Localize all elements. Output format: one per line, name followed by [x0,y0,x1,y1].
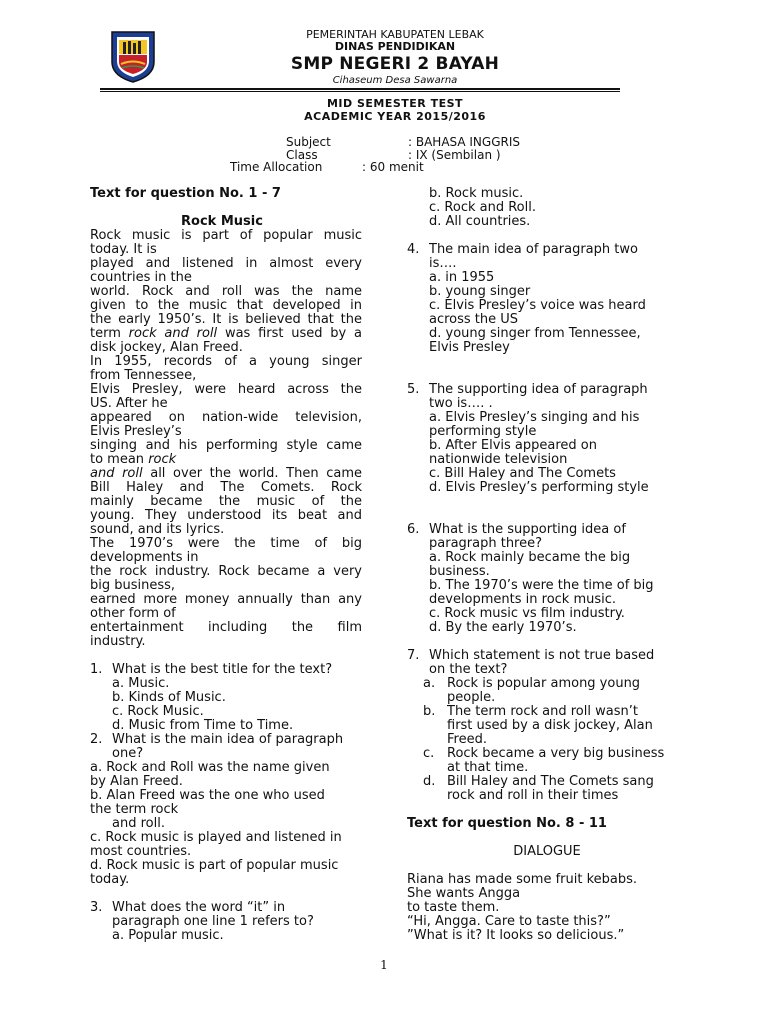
option-d[interactable]: d. By the early 1970’s. [429,620,577,635]
class-label: Class [286,148,318,162]
option-a[interactable]: a. Rock is popular among young [423,676,641,691]
academic-year: ACADEMIC YEAR 2015/2016 [304,110,486,123]
header-divider-thick [100,88,620,90]
time-label: Time Allocation [230,160,323,174]
option-b[interactable]: b. young singer [429,284,531,299]
option-a[interactable]: a. Popular music. [112,928,224,943]
header-address: Cihaseum Desa Sawarna [332,75,458,86]
right-column [407,187,687,943]
option-a[interactable]: a. Rock and Roll was the name given [90,760,330,775]
section-heading-2: Text for question No. 8 - 11 [407,816,607,831]
option-b[interactable]: b. After Elvis appeared on [429,438,597,453]
header-department: DINAS PENDIDIKAN [334,40,456,53]
option-c[interactable]: c. Rock Music. [112,704,204,719]
option-b[interactable]: b. Rock music. [429,186,524,201]
passage-title: Rock Music [181,214,263,229]
option-c[interactable]: c. Elvis Presley’s voice was heard [429,298,646,313]
option-a[interactable]: a. Rock mainly became the big [429,550,631,565]
option-b[interactable]: b. The 1970’s were the time of big [429,578,654,593]
option-d[interactable]: d. Bill Haley and The Comets sang [423,774,654,789]
question-3-continued [407,187,687,229]
question-3: 3. What does the word “it” in paragraph one line 1 refers to? a. Popular music. [90,901,362,943]
option-d[interactable]: d. young singer from Tennessee, [429,326,641,341]
option-b[interactable]: b. Kinds of Music. [112,690,226,705]
header-school-name: SMP NEGERI 2 BAYAH [290,54,500,74]
option-a[interactable]: a. in 1955 [429,270,495,285]
passage: Rock music is part of popular music today. It is played and listened in almost every countries in the world. Rock and roll was the name given to the music that developed in the early 1950’s. It is believed that the term rock and roll was first used by a disk jockey, Alan Freed. In 1955, records of a young singer from Tennessee, Elvis Presley, were heard across the US. After he appeared on nation-wide television, Elvis Presley’s singing and his performing style came to mean rock and roll all over the world. Then came Bill Haley and The Comets. Rock mainly became the music of the young. They understood its beat and sound, and its lyrics. The 1970’s were the time of big developments in the rock industry. Rock became a very big business, earned more money annually than any other form of entertainment including the film industry. [90,228,362,649]
left-column [90,187,362,943]
question-6: 6. What is the supporting idea of paragraph three? a. Rock mainly became the big business. b. The 1970’s were the time of big developments in rock music. c. Rock music vs film industry. d. By the early 1970’s. [407,523,687,635]
option-d[interactable]: d. All countries. [429,214,531,229]
option-d[interactable]: d. Elvis Presley’s performing style [429,480,649,495]
school-logo [108,28,158,84]
option-b[interactable]: b. The term rock and roll wasn’t [423,704,638,719]
option-a[interactable]: a. Music. [112,676,170,691]
option-a[interactable]: a. Elvis Presley’s singing and his [429,410,640,425]
option-c[interactable]: c. Rock became a very big business [423,746,665,761]
question-5: 5. The supporting idea of paragraph two is…. . a. Elvis Presley’s singing and his performing style b. After Elvis appeared on nationwide television c. Bill Haley and The Comets d. Elvis Presley’s performing style [407,383,687,495]
class-value: : IX (Sembilan ) [408,148,501,162]
option-d[interactable]: d. Music from Time to Time. [112,718,294,733]
option-c[interactable]: c. Rock music is played and listened in [90,830,342,845]
option-b[interactable]: b. Alan Freed was the one who used [90,788,325,803]
dialogue-title: DIALOGUE [513,844,581,859]
header-government: PEMERINTAH KABUPATEN LEBAK [306,28,484,41]
question-7: 7. Which statement is not true based on the text? a. Rock is popular among young people. b. The term rock and roll wasn’t first used by a disk jockey, Alan Freed. c. Rock became a very big business at that time. d. Bill Haley and The Comets sang rock and roll in their times [407,649,687,803]
option-d[interactable]: d. Rock music is part of popular music [90,858,339,873]
section-heading: Text for question No. 1 - 7 [90,186,281,201]
subject-label: Subject [286,135,331,149]
question-4: 4. The main idea of paragraph two is…. a. in 1955 b. young singer c. Elvis Presley’s voice was heard across the US d. young singer from Tennessee, Elvis Presley [407,243,687,355]
option-c[interactable]: c. Rock music vs film industry. [429,606,625,621]
option-c[interactable]: c. Rock and Roll. [429,200,536,215]
question-2: 2. What is the main idea of paragraph one? a. Rock and Roll was the name given by Alan Freed. b. Alan Freed was the one who used the term rock and roll. c. Rock music is played and listened in most countries. d. Rock music is part of popular music today. [90,733,362,887]
page-number: 1 [380,958,388,972]
time-value: : 60 menit [362,160,424,174]
header-divider-thin [100,91,620,92]
question-1: 1. What is the best title for the text? a. Music. b. Kinds of Music. c. Rock Music. d. Music from Time to Time. [90,663,362,733]
subject-value: : BAHASA INGGRIS [408,135,521,149]
dialogue: Riana has made some fruit kebabs. She wants Angga to taste them. “Hi, Angga. Care to taste this?” ”What is it? It looks so delicious.” [407,872,638,943]
exam-title: MID SEMESTER TEST [326,97,464,110]
option-c[interactable]: c. Bill Haley and The Comets [429,466,616,481]
